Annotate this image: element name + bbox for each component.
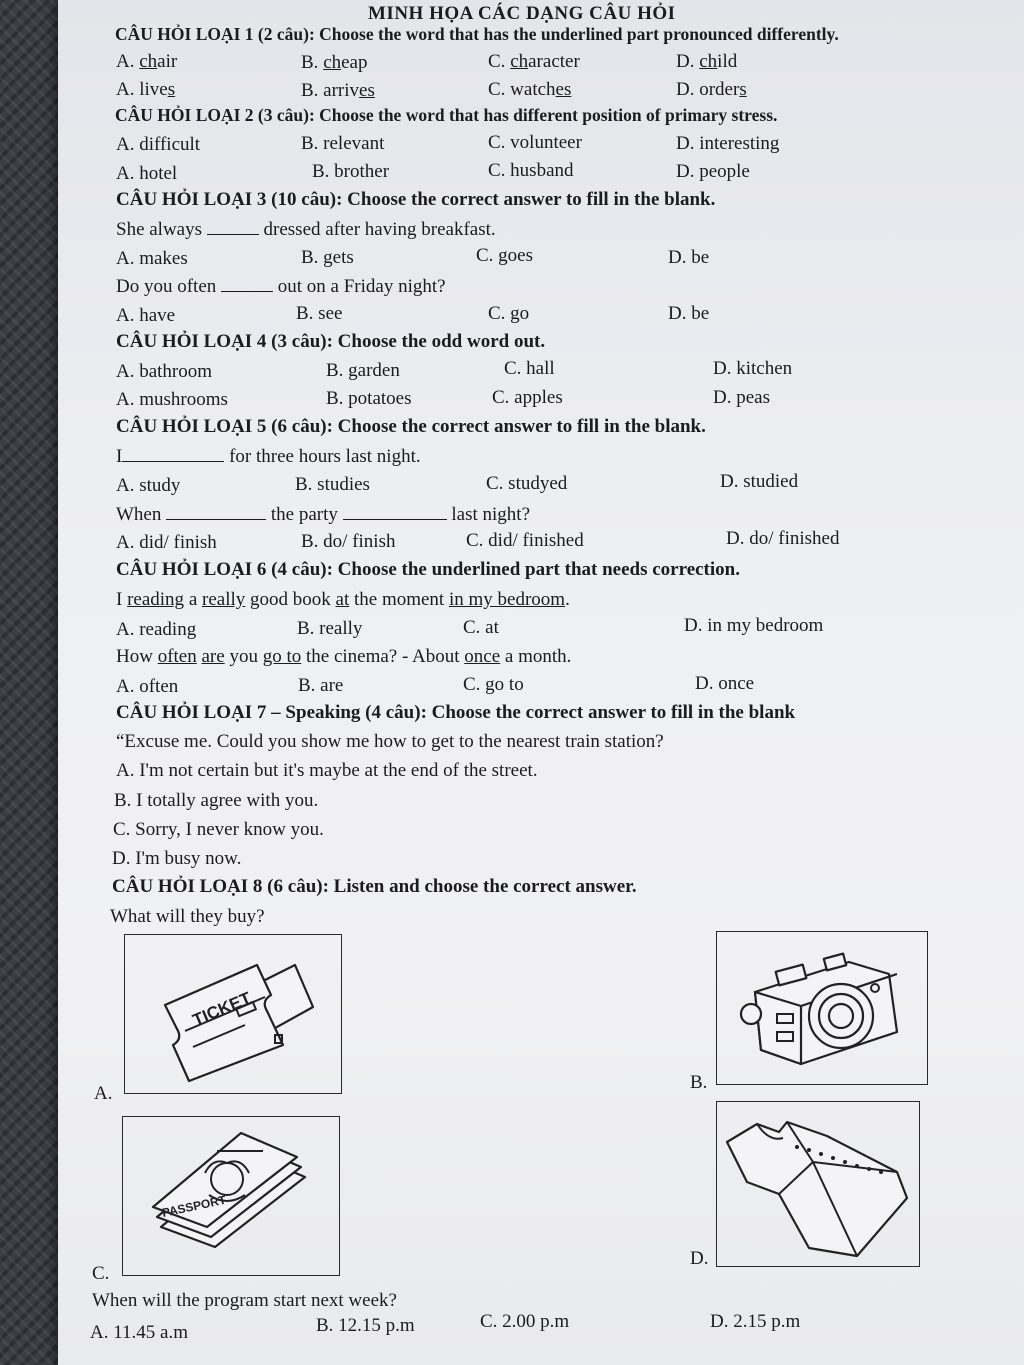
s8-label-b: B.	[690, 1072, 708, 1093]
s5-q2-option-a: A. did/ finish	[116, 532, 217, 553]
s5-q1-option-c: C. studyed	[486, 473, 568, 494]
s7-question: “Excuse me. Could you show me how to get to the nearest train station?	[116, 731, 664, 752]
s6-q1-option-b: B. really	[297, 618, 363, 639]
s8-question: What will they buy?	[110, 906, 265, 927]
s3-q2-sentence: Do you often out on a Friday night?	[116, 276, 446, 297]
dress-icon	[717, 1102, 919, 1266]
s1-q2-option-a: A. lives	[116, 79, 176, 100]
s1-q2-option-c: C. watches	[488, 79, 572, 100]
s3-q1-option-a: A. makes	[116, 248, 188, 269]
s3-q2-option-a: A. have	[116, 305, 176, 326]
s2-q2-option-d: D. people	[676, 161, 750, 182]
s6-q2-option-d: D. once	[695, 673, 755, 694]
s2-q2-option-c: C. husband	[488, 160, 574, 181]
s8-q2-option-d: D. 2.15 p.m	[710, 1311, 801, 1332]
section-6-heading: CÂU HỎI LOẠI 6 (4 câu): Choose the underlined part that needs correction.	[116, 559, 740, 580]
s7-option-b: B. I totally agree with you.	[114, 790, 319, 811]
s7-option-c: C. Sorry, I never know you.	[113, 819, 324, 840]
s6-q2-sentence: How often are you go to the cinema? - About once a month.	[116, 646, 572, 667]
s3-q1-option-b: B. gets	[301, 247, 354, 268]
s8-label-c: C.	[92, 1263, 110, 1284]
s3-q1-option-d: D. be	[668, 247, 710, 268]
s2-q2-option-b: B. brother	[312, 161, 390, 182]
s6-q1-sentence: I reading a really good book at the moment in my bedroom.	[116, 589, 570, 610]
s5-q1-option-a: A. study	[116, 475, 181, 496]
s7-option-a: A. I'm not certain but it's maybe at the end of the street.	[116, 760, 538, 781]
s5-q1-option-b: B. studies	[295, 474, 370, 495]
s4-q2-option-b: B. potatoes	[326, 388, 412, 409]
s5-q2-option-c: C. did/ finished	[466, 530, 584, 551]
section-4-heading: CÂU HỎI LOẠI 4 (3 câu): Choose the odd word out.	[116, 331, 546, 352]
s8-label-a: A.	[94, 1083, 113, 1104]
s8-label-d: D.	[690, 1248, 709, 1269]
s6-q2-option-a: A. often	[116, 676, 179, 697]
section-3-heading: CÂU HỎI LOẠI 3 (10 câu): Choose the correct answer to fill in the blank.	[116, 189, 716, 210]
s4-q1-option-b: B. garden	[326, 360, 400, 381]
passport-picture	[122, 1116, 340, 1276]
s5-q2-option-b: B. do/ finish	[301, 531, 396, 552]
section-7-heading: CÂU HỎI LOẠI 7 – Speaking (4 câu): Choose the correct answer to fill in the blank	[116, 702, 796, 723]
s6-q1-option-c: C. at	[463, 617, 499, 638]
s4-q2-option-a: A. mushrooms	[116, 389, 228, 410]
s3-q2-option-d: D. be	[668, 303, 710, 324]
s2-q1-option-b: B. relevant	[301, 133, 385, 154]
s6-q1-option-d: D. in my bedroom	[684, 615, 824, 636]
passport-icon	[123, 1117, 339, 1275]
s6-q1-option-a: A. reading	[116, 619, 197, 640]
s1-q2-option-d: D. orders	[676, 79, 747, 100]
s5-q1-option-d: D. studied	[720, 471, 799, 492]
s4-q1-option-d: D. kitchen	[713, 358, 793, 379]
s8-q2-option-a: A. 11.45 a.m	[90, 1322, 188, 1343]
s2-q1-option-d: D. interesting	[676, 133, 780, 154]
s4-q1-option-a: A. bathroom	[116, 361, 213, 382]
camera-icon	[717, 932, 927, 1084]
s6-q2-option-b: B. are	[298, 675, 344, 696]
s4-q1-option-c: C. hall	[504, 358, 555, 379]
s3-q1-option-c: C. goes	[476, 245, 533, 266]
s3-q2-option-c: C. go	[488, 303, 530, 324]
section-2-heading: CÂU HỎI LOẠI 2 (3 câu): Choose the word that has different position of primary stress.	[115, 105, 778, 125]
s2-q1-option-c: C. volunteer	[488, 132, 582, 153]
s1-q1-option-c: C. character	[488, 51, 580, 72]
s4-q2-option-d: D. peas	[713, 387, 770, 408]
camera-picture	[716, 931, 928, 1085]
section-1-heading: CÂU HỎI LOẠI 1 (2 câu): Choose the word that has the underlined part pronounced differently.	[115, 24, 839, 44]
s1-q1-option-a: A. chair	[116, 51, 178, 72]
section-5-heading: CÂU HỎI LOẠI 5 (6 câu): Choose the correct answer to fill in the blank.	[116, 416, 706, 437]
s1-q2-option-b: B. arrives	[301, 80, 375, 101]
s2-q1-option-a: A. difficult	[116, 134, 201, 155]
s3-q1-sentence: She always dressed after having breakfast.	[116, 219, 496, 240]
s2-q2-option-a: A. hotel	[116, 163, 178, 184]
s8-question-2: When will the program start next week?	[92, 1290, 397, 1311]
s5-q1-sentence: I for three hours last night.	[116, 446, 421, 467]
dress-picture	[716, 1101, 920, 1267]
s7-option-d: D. I'm busy now.	[112, 848, 242, 869]
s3-q2-option-b: B. see	[296, 303, 343, 324]
s1-q1-option-b: B. cheap	[301, 52, 368, 73]
passport-text: PASSPORT	[160, 1192, 228, 1220]
s5-q2-sentence: When the party last night?	[116, 504, 531, 525]
section-8-heading: CÂU HỎI LOẠI 8 (6 câu): Listen and choose the correct answer.	[112, 876, 637, 897]
s5-q2-option-d: D. do/ finished	[726, 528, 840, 549]
ticket-text: TICKET	[189, 988, 254, 1030]
s4-q2-option-c: C. apples	[492, 387, 563, 408]
s8-q2-option-b: B. 12.15 p.m	[316, 1315, 415, 1336]
page-title: MINH HỌA CÁC DẠNG CÂU HỎI	[368, 3, 676, 24]
worksheet-page	[58, 0, 1024, 1365]
ticket-picture	[124, 934, 342, 1094]
s1-q1-option-d: D. child	[676, 51, 738, 72]
s6-q2-option-c: C. go to	[463, 674, 524, 695]
ticket-icon	[125, 935, 341, 1093]
s8-q2-option-c: C. 2.00 p.m	[480, 1311, 570, 1332]
